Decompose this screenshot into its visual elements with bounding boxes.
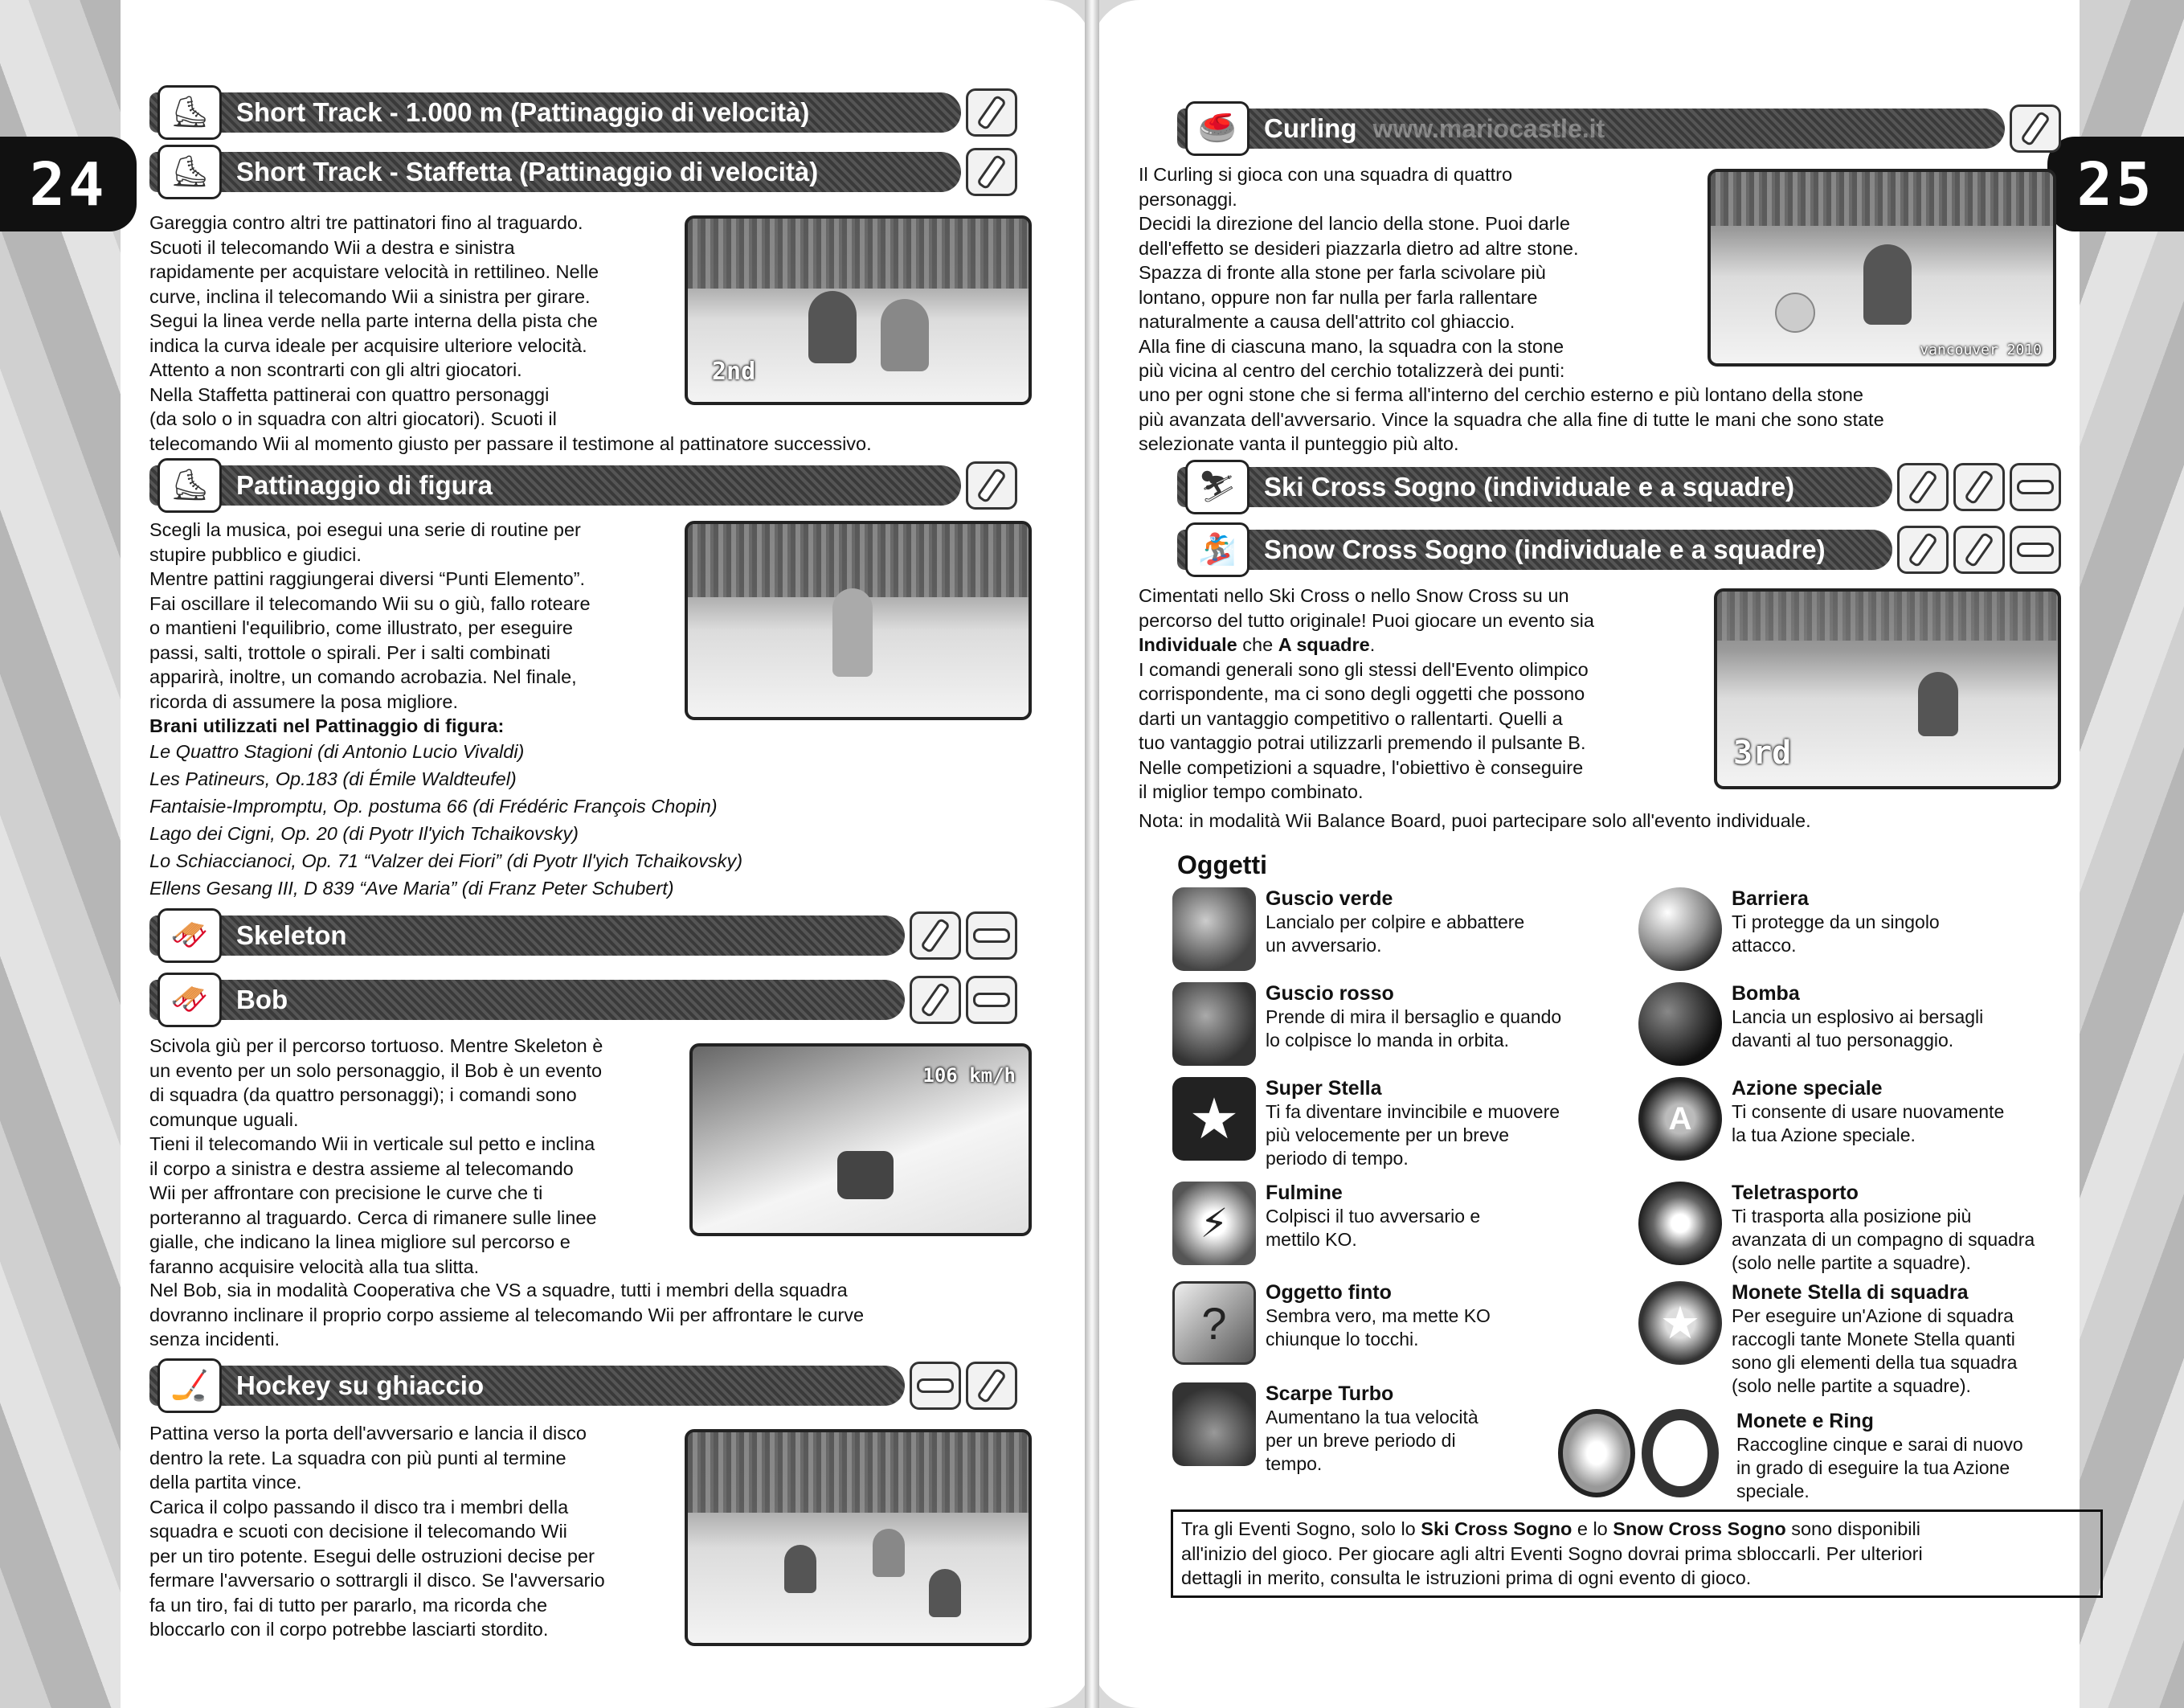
item-desc: Lancia un esplosivo ai bersagli: [1732, 1006, 1984, 1027]
text-line: Nel Bob, sia in modalità Cooperativa che VS a squadre, tutti i membri della squadra: [149, 1280, 848, 1300]
figure-skating-screenshot: [685, 521, 1032, 720]
fake-item-icon: ?: [1172, 1281, 1256, 1365]
text-line: personaggi.: [1139, 188, 1237, 210]
text-line: ricorda di assumere la posa migliore.: [149, 690, 458, 712]
item-name: Bomba: [1732, 982, 1800, 1005]
section-header-ski-cross: [1177, 463, 2061, 511]
wii-remote-pair-icon: [1953, 463, 2005, 511]
figure-skating-text: [149, 518, 680, 739]
item-name: Oggetto finto: [1266, 1281, 1392, 1304]
text-line: dell'effetto se desideri piazzarla dietro ad altre stone.: [1139, 237, 1579, 259]
text-line: corrispondente, ma ci sono degli oggetti che possono: [1139, 683, 1585, 704]
item-name: Guscio verde: [1266, 887, 1393, 910]
item-desc: Prende di mira il bersaglio e quando: [1266, 1006, 1562, 1027]
section-title: Short Track - Staffetta (Pattinaggio di velocità): [149, 152, 961, 192]
item-green-shell: [1172, 887, 1622, 971]
teleport-icon: [1638, 1182, 1722, 1265]
hockey-text: [149, 1421, 680, 1642]
text-line: percorso del tutto originale! Puoi giocare un evento sia: [1139, 609, 1594, 631]
music-heading: Brani utilizzati nel Pattinaggio di figura:: [149, 715, 505, 736]
skeleton-icon: 🛷: [157, 908, 222, 963]
text-line: I comandi generali sono gli stessi dell'Evento olimpico: [1139, 658, 1589, 680]
music-item: Le Quattro Stagioni (di Antonio Lucio Vivaldi): [149, 741, 525, 762]
section-title: Bob: [149, 980, 905, 1020]
text-line: Alla fine di ciascuna mano, la squadra con la stone: [1139, 335, 1564, 357]
bold-term: Snow Cross Sogno: [1613, 1518, 1786, 1539]
item-desc: Ti protegge da un singolo: [1732, 911, 1940, 932]
section-header-bob: [149, 976, 1017, 1024]
items-title: Oggetti: [1177, 850, 1267, 879]
item-fake-item: [1172, 1281, 1622, 1365]
section-title: [1177, 109, 2005, 149]
item-name: Teletrasporto: [1732, 1182, 1859, 1204]
section-header-curling: [1177, 104, 2061, 153]
item-desc: sono gli elementi della tua squadra: [1732, 1352, 2018, 1373]
text-line: indica la curva ideale per acquisire ulteriore velocità.: [149, 334, 587, 356]
note-line: dettagli in merito, consulta le istruzioni prima di ogni evento di gioco.: [1181, 1567, 1752, 1588]
curling-text-wide: [1139, 383, 2071, 457]
text-line: porteranno al traguardo. Cerca di rimanere sulle linee: [149, 1206, 597, 1228]
item-name: Guscio rosso: [1266, 982, 1394, 1005]
text-line: lontano, oppure non far nulla per farla rallentare: [1139, 286, 1538, 308]
text-span: .: [1369, 634, 1376, 655]
text-line: Spazza di fronte alla stone per farla scivolare più: [1139, 262, 1546, 283]
item-name: Fulmine: [1266, 1182, 1343, 1204]
item-teleport: [1638, 1182, 2104, 1275]
snow-cross-screenshot: [1714, 588, 2061, 789]
text-line: dentro la rete. La squadra con più punti al termine: [149, 1447, 566, 1468]
text-line: [1139, 633, 1669, 657]
text-line: il corpo a sinistra e destra assieme al telecomando: [149, 1157, 574, 1179]
text-line: Decidi la direzione del lancio della stone. Puoi darle: [1139, 213, 1570, 234]
text-line: Tieni il telecomando Wii in verticale sul petto e inclina: [149, 1133, 595, 1154]
section-title: Short Track - 1.000 m (Pattinaggio di velocità): [149, 92, 961, 133]
text-line: più vicina al centro del cerchio totalizzerà dei punti:: [1139, 360, 1565, 381]
text-span: che: [1237, 634, 1278, 655]
coin-ring-icon: [1550, 1411, 1727, 1495]
red-shell-icon: [1172, 982, 1256, 1066]
bold-term: Individuale: [1139, 634, 1237, 655]
star-icon: ★: [1172, 1077, 1256, 1161]
balance-board-icon: [966, 911, 1017, 960]
item-name: Scarpe Turbo: [1266, 1382, 1394, 1405]
item-desc: chiunque lo tocchi.: [1266, 1329, 1419, 1350]
bob-text-wide: [149, 1278, 1017, 1352]
nunchuk-icon: [910, 1362, 961, 1410]
decorative-band: [0, 0, 121, 1708]
text-line: o mantieni l'equilibrio, come illustrato, per eseguire: [149, 617, 573, 638]
item-desc: per un breve periodo di: [1266, 1430, 1456, 1451]
item-desc: Ti trasporta alla posizione più: [1732, 1206, 1972, 1227]
section-title: Skeleton: [149, 915, 905, 956]
bob-screenshot: [689, 1043, 1032, 1236]
barrier-icon: [1638, 887, 1722, 971]
text-line: passi, salti, trottole o spirali. Per i salti combinati: [149, 641, 550, 663]
section-title: Snow Cross Sogno (individuale e a squadre): [1177, 530, 1892, 570]
text-line: apparirà, inoltre, un comando acrobazia. Nel finale,: [149, 666, 577, 687]
text-line: Il Curling si gioca con una squadra di quattro: [1139, 164, 1513, 185]
text-line: bloccarlo con il corpo potrebbe lasciarti stordito.: [149, 1619, 549, 1640]
item-desc: un avversario.: [1266, 935, 1382, 956]
text-line: Attento a non scontrarti con gli altri giocatori.: [149, 359, 522, 380]
item-team-star-coins: [1638, 1281, 2104, 1398]
item-barrier: [1638, 887, 2088, 971]
music-list: [149, 738, 1017, 902]
text-line: fermare l'avversario o sottrargli il disco. Se l'avversario: [149, 1570, 605, 1591]
text-line: faranno acquisire velocità alla tua slitta.: [149, 1255, 480, 1277]
text-line: curve, inclina il telecomando Wii a sinistra per girare.: [149, 285, 591, 307]
item-desc: Aumentano la tua velocità: [1266, 1407, 1478, 1427]
snowboard-icon: 🏂: [1185, 522, 1249, 577]
text-line: Mentre pattini raggiungerai diversi “Punti Elemento”.: [149, 568, 586, 589]
speed-label: 106 km/h: [922, 1064, 1016, 1087]
wii-remote-icon: [966, 1362, 1017, 1410]
text-span: e lo: [1572, 1518, 1613, 1539]
text-line: comunque uguali.: [149, 1108, 299, 1130]
item-special-action: [1638, 1077, 2088, 1161]
music-item: Lo Schiaccianoci, Op. 71 “Valzer dei Fiori” (di Pyotr Il'yich Tchaikovsky): [149, 850, 743, 871]
figure-skating-icon: ⛸: [157, 458, 222, 513]
item-red-shell: [1172, 982, 1622, 1066]
balance-board-icon: [966, 976, 1017, 1024]
item-desc: davanti al tuo personaggio.: [1732, 1030, 1954, 1051]
section-header-hockey: [149, 1362, 1017, 1410]
note-line: [1181, 1517, 2092, 1542]
bob-text-narrow: [149, 1034, 680, 1279]
item-name: Azione speciale: [1732, 1077, 1883, 1100]
item-desc: (solo nelle partite a squadre).: [1732, 1252, 1971, 1273]
item-desc: avanzata di un compagno di squadra: [1732, 1229, 2035, 1250]
wii-remote-icon: [966, 461, 1017, 510]
position-label: 2nd: [712, 358, 756, 386]
section-header-figure-skating: [149, 461, 1017, 510]
item-desc: lo colpisce lo manda in orbita.: [1266, 1030, 1509, 1051]
hockey-screenshot: [685, 1429, 1032, 1646]
item-desc: Colpisci il tuo avversario e: [1266, 1206, 1481, 1227]
text-line: Pattina verso la porta dell'avversario e lancia il disco: [149, 1423, 587, 1444]
music-item: Les Patineurs, Op.183 (di Émile Waldteufel): [149, 768, 517, 789]
section-header-short-track-relay: [149, 148, 1017, 196]
text-line: Scegli la musica, poi esegui una serie di routine per: [149, 519, 581, 540]
text-line: tuo vantaggio potrai utilizzarli premendo il pulsante B.: [1139, 732, 1586, 753]
brand-label: vancouver 2010: [1920, 342, 2042, 358]
item-lightning: [1172, 1182, 1622, 1265]
item-desc: (solo nelle partite a squadre).: [1732, 1375, 1971, 1396]
item-name: Monete e Ring: [1736, 1410, 1874, 1432]
music-item: Ellens Gesang III, D 839 “Ave Maria” (di Franz Peter Schubert): [149, 878, 674, 899]
item-name: Super Stella: [1266, 1077, 1382, 1100]
ski-icon: ⛷: [1185, 460, 1249, 514]
text-line: uno per ogni stone che si ferma all'interno del cerchio esterno e più lontano della stone: [1139, 384, 1863, 405]
bold-term: A squadre: [1278, 634, 1370, 655]
section-header-skeleton: [149, 911, 1017, 960]
item-name: Barriera: [1732, 887, 1809, 910]
music-item: Fantaisie-Impromptu, Op. postuma 66 (di Frédéric François Chopin): [149, 796, 718, 817]
text-line: della partita vince.: [149, 1472, 302, 1493]
text-line: un evento per un solo personaggio, il Bob è un evento: [149, 1059, 603, 1081]
wii-remote-icon: [910, 911, 961, 960]
text-line: stupire pubblico e giudici.: [149, 543, 362, 565]
text-line: dovranno inclinare il proprio corpo assieme al telecomando Wii per affrontare le curve: [149, 1304, 865, 1325]
text-span: sono disponibili: [1785, 1518, 1920, 1539]
special-action-icon: A: [1638, 1077, 1722, 1161]
green-shell-icon: [1172, 887, 1256, 971]
text-line: Carica il colpo passando il disco tra i membri della: [149, 1496, 569, 1518]
text-line: rapidamente per acquistare velocità in rettilineo. Nelle: [149, 261, 599, 282]
book-spine: [1085, 0, 1099, 1708]
item-desc: Ti fa diventare invincibile e muovere: [1266, 1101, 1560, 1122]
item-desc: la tua Azione speciale.: [1732, 1124, 1916, 1145]
snow-cross-text: [1139, 584, 1669, 805]
section-title: Pattinaggio di figura: [149, 465, 961, 506]
right-page: [1092, 0, 2184, 1708]
text-line: telecomando Wii al momento giusto per passare il testimone al pattinatore successivo.: [149, 432, 872, 454]
text-line: più avanzata dell'avversario. Vince la squadra che alla fine di tutte le mani che sono state: [1139, 408, 1884, 430]
item-desc: attacco.: [1732, 935, 1797, 956]
item-desc: periodo di tempo.: [1266, 1148, 1409, 1169]
bobsleigh-icon: 🛷: [157, 973, 222, 1027]
text-line: il miglior tempo combinato.: [1139, 781, 1364, 802]
wii-remote-pair-icon: [1953, 526, 2005, 574]
music-item: Lago dei Cigni, Op. 20 (di Pyotr Il'yich Tchaikovsky): [149, 823, 579, 844]
watermark: www.mariocastle.it: [1372, 113, 1605, 143]
balance-board-icon: [2010, 463, 2061, 511]
relay-skating-icon: ⛸: [157, 145, 222, 199]
text-line: selezionate vanta il punteggio più alto.: [1139, 433, 1459, 454]
short-track-screenshot: [685, 215, 1032, 405]
bold-term: Ski Cross Sogno: [1421, 1518, 1573, 1539]
text-line: Wii per affrontare con precisione le curve che ti: [149, 1182, 543, 1203]
bomb-icon: [1638, 982, 1722, 1066]
text-line: (da solo o in squadra con altri giocatori). Scuoti il: [149, 408, 557, 429]
speed-skating-icon: ⛸: [157, 85, 222, 140]
text-line: per un tiro potente. Esegui delle ostruzioni decise per: [149, 1545, 595, 1567]
text-line: gialle, che indicano la linea migliore sul percorso e: [149, 1231, 571, 1252]
item-name: Monete Stella di squadra: [1732, 1281, 1969, 1304]
balance-board-icon: [2010, 526, 2061, 574]
text-line: Scuoti il telecomando Wii a destra e sinistra: [149, 236, 515, 258]
section-title-text: Curling: [1264, 113, 1357, 143]
dream-events-note: [1171, 1509, 2103, 1598]
section-title: Hockey su ghiaccio: [149, 1366, 905, 1406]
text-line: Cimentati nello Ski Cross o nello Snow Cross su un: [1139, 585, 1569, 606]
section-header-short-track-1000: [149, 88, 1017, 137]
page-number: 24: [0, 137, 137, 231]
curling-icon: 🥌: [1185, 101, 1249, 156]
item-super-star: [1172, 1077, 1622, 1170]
item-desc: Lancialo per colpire e abbattere: [1266, 911, 1525, 932]
page-number: 25: [2047, 137, 2184, 231]
hockey-icon: 🏒: [157, 1358, 222, 1413]
item-desc: raccogli tante Monete Stella quanti: [1732, 1329, 2015, 1350]
item-desc: Sembra vero, ma mette KO: [1266, 1305, 1491, 1326]
curling-text-narrow: [1139, 162, 1669, 383]
text-line: fa un tiro, fai di tutto per pararlo, ma ricorda che: [149, 1594, 548, 1616]
wii-remote-icon: [1897, 526, 1949, 574]
item-desc: speciale.: [1736, 1481, 1810, 1501]
wii-remote-icon: [966, 88, 1017, 137]
item-bomb: [1638, 982, 2088, 1066]
note-line: all'inizio del gioco. Per giocare agli altri Eventi Sogno dovrai prima sbloccarli. Per ulteriori: [1181, 1542, 1923, 1564]
curling-screenshot: [1708, 169, 2056, 367]
item-desc: Raccogline cinque e sarai di nuovo: [1736, 1434, 2023, 1455]
item-desc: Ti consente di usare nuovamente: [1732, 1101, 2005, 1122]
text-line: senza incidenti.: [149, 1329, 280, 1350]
item-desc: più velocemente per un breve: [1266, 1124, 1510, 1145]
text-span: Tra gli Eventi Sogno, solo lo: [1181, 1518, 1421, 1539]
wii-remote-icon: [1897, 463, 1949, 511]
section-title: Ski Cross Sogno (individuale e a squadre): [1177, 467, 1892, 507]
item-desc: mettilo KO.: [1266, 1229, 1357, 1250]
item-coins-rings: [1550, 1411, 2104, 1503]
text-line: Segui la linea verde nella parte interna della pista che: [149, 310, 598, 331]
text-line: Scivola giù per il percorso tortuoso. Mentre Skeleton è: [149, 1035, 603, 1056]
section-header-snow-cross: [1177, 526, 2061, 574]
position-label: 3rd: [1733, 735, 1792, 772]
turbo-shoes-icon: [1172, 1382, 1256, 1466]
text-line: squadra e scuoti con decisione il telecomando Wii: [149, 1521, 567, 1542]
text-line: naturalmente a causa dell'attrito col ghiaccio.: [1139, 311, 1515, 332]
text-line: di squadra (da quattro personaggi); i comandi sono: [149, 1084, 577, 1105]
item-desc: Per eseguire un'Azione di squadra: [1732, 1305, 2014, 1326]
text-line: Fai oscillare il telecomando Wii su o giù, fallo roteare: [149, 592, 591, 614]
wii-remote-icon: [966, 148, 1017, 196]
text-line: Gareggia contro altri tre pattinatori fino al traguardo.: [149, 212, 583, 233]
text-line: Nella Staffetta pattinerai con quattro personaggi: [149, 383, 550, 405]
item-desc: in grado di eseguire la tua Azione: [1736, 1457, 2010, 1478]
snow-cross-note: Nota: in modalità Wii Balance Board, puoi partecipare solo all'evento individuale.: [1139, 810, 1811, 831]
text-line: darti un vantaggio competitivo o rallentarti. Quelli a: [1139, 707, 1563, 729]
lightning-icon: ⚡: [1172, 1182, 1256, 1265]
star-coin-icon: ★: [1638, 1281, 1722, 1365]
wii-remote-icon: [910, 976, 961, 1024]
wii-remote-icon: [2010, 104, 2061, 153]
text-line: Nelle competizioni a squadre, l'obiettivo è conseguire: [1139, 756, 1584, 778]
item-desc: tempo.: [1266, 1453, 1323, 1474]
